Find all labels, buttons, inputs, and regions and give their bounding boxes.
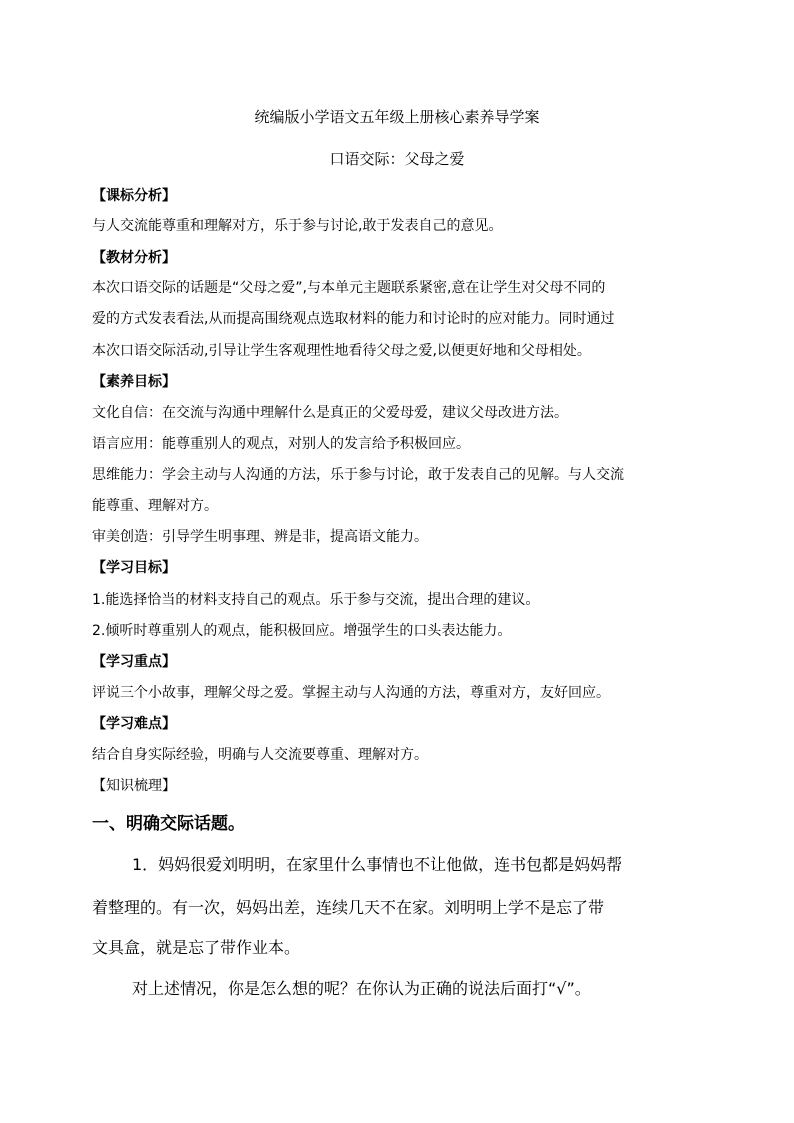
suyang-line: 语言应用：能尊重别人的观点，对别人的发言给予积极回应。 <box>92 436 470 452</box>
jiaocai-line: 本次口语交际活动,引导让学生客观理性地看待父母之爱,以便更好地和父母相处。 <box>92 343 591 359</box>
suyang-line: 审美创造：引导学生明事理、辨是非，提高语文能力。 <box>92 529 428 545</box>
document-title: 统编版小学语文五年级上册核心素养导学案 <box>254 108 540 126</box>
story-line: 着整理的。有一次，妈妈出差，连续几天不在家。刘明明上学不是忘了带 <box>92 898 605 917</box>
xuexi-mubiao-line: 1.能选择恰当的材料支持自己的观点。乐于参与交流，提出合理的建议。 <box>92 592 540 608</box>
section-heading-zhishi: 【知识梳理】 <box>92 778 176 794</box>
part-one-heading: 一、明确交际话题。 <box>92 814 245 834</box>
section-heading-kebiao: 【课标分析】 <box>92 188 176 204</box>
jiaocai-line: 本次口语交际的话题是“父母之爱”,与本单元主题联系紧密,意在让学生对父母不同的 <box>92 280 606 296</box>
section-heading-jiaocai: 【教材分析】 <box>92 250 176 266</box>
xuexi-mubiao-line: 2.倾听时尊重别人的观点，能积极回应。增强学生的口头表达能力。 <box>92 623 512 639</box>
story-line: 文具盒，就是忘了带作业本。 <box>92 938 301 957</box>
suyang-line: 能尊重、理解对方。 <box>92 498 218 514</box>
document-subtitle: 口语交际：父母之爱 <box>329 150 465 168</box>
section-heading-xuexi-mubiao: 【学习目标】 <box>92 560 176 576</box>
jiaocai-line: 爱的方式发表看法,从而提高围绕观点选取材料的能力和讨论时的应对能力。同时通过 <box>92 311 615 327</box>
nandian-line: 结合自身实际经验，明确与人交流要尊重、理解对方。 <box>92 747 428 763</box>
question-line: 对上述情况，你是怎么想的呢？在你认为正确的说法后面打“√”。 <box>132 979 591 998</box>
kebiao-line: 与人交流能尊重和理解对方，乐于参与讨论,敢于发表自己的意见。 <box>92 218 503 234</box>
suyang-line: 文化自信：在交流与沟通中理解什么是真正的父爱母爱，建议父母改进方法。 <box>92 405 568 421</box>
suyang-line: 思维能力：学会主动与人沟通的方法，乐于参与讨论，敢于发表自己的见解。与人交流 <box>92 467 624 483</box>
story-line: 1．妈妈很爱刘明明，在家里什么事情也不让他做，连书包都是妈妈帮 <box>132 855 623 874</box>
section-heading-nandian: 【学习难点】 <box>92 716 176 732</box>
zhongdian-line: 评说三个小故事，理解父母之爱。掌握主动与人沟通的方法，尊重对方，友好回应。 <box>92 685 610 701</box>
section-heading-suyang: 【素养目标】 <box>92 374 176 390</box>
section-heading-zhongdian: 【学习重点】 <box>92 654 176 670</box>
